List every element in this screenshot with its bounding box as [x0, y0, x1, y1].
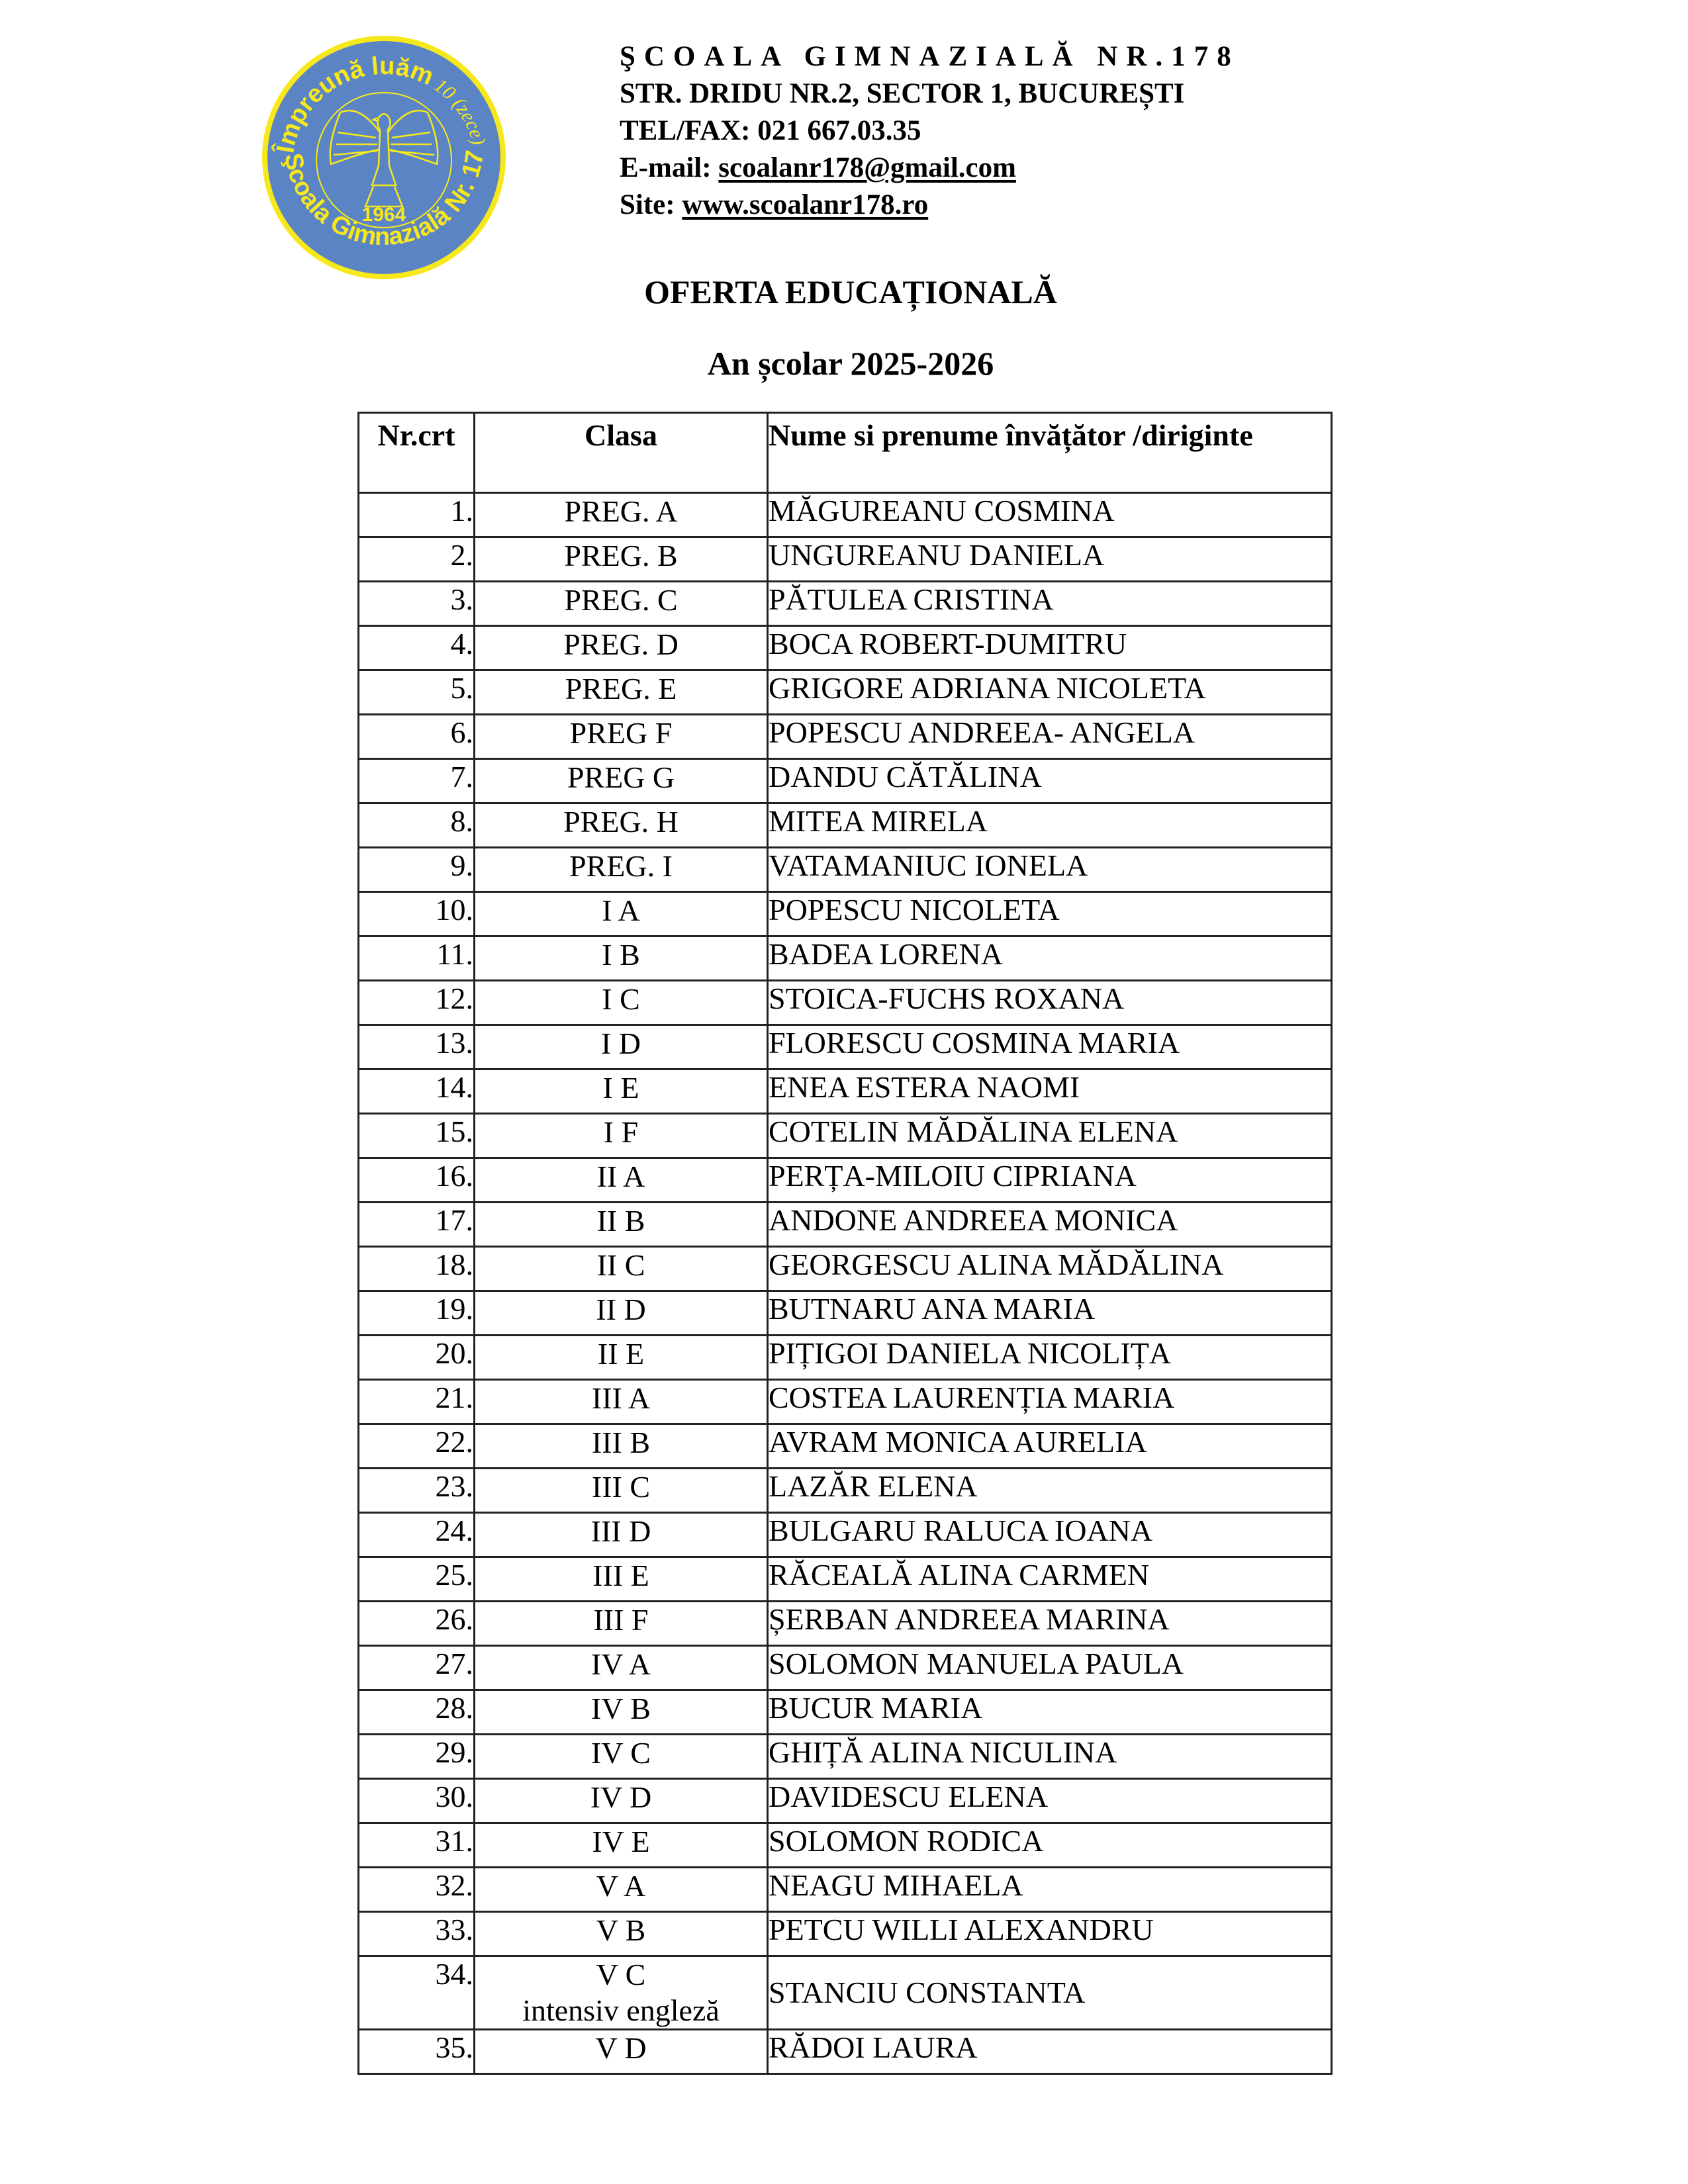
cell-nr: 16. — [359, 1158, 475, 1203]
cell-teacher-name: LAZĂR ELENA — [768, 1469, 1332, 1513]
cell-clasa — [475, 2030, 768, 2074]
cell-nr: 22. — [359, 1424, 475, 1469]
cell-teacher-name: POPESCU ANDREEA- ANGELA — [768, 715, 1332, 759]
cell-teacher-name: PERȚA-MILOIU CIPRIANA — [768, 1158, 1332, 1203]
class-label: II E — [597, 1337, 645, 1371]
table-row — [359, 2030, 1332, 2074]
page-subtitle: An școlar 2025-2026 — [707, 345, 994, 382]
cell-clasa — [475, 1336, 768, 1380]
table-row — [359, 848, 1332, 892]
class-label: I B — [602, 938, 640, 972]
eagle-emblem-icon — [259, 33, 508, 282]
cell-clasa — [475, 493, 768, 537]
logo-year: 1964 — [361, 204, 406, 226]
class-label: V A — [596, 1869, 646, 1903]
table-row — [359, 1912, 1332, 1956]
cell-teacher-name: PĂTULEA CRISTINA — [768, 582, 1332, 626]
cell-nr: 35. — [359, 2030, 475, 2074]
cell-nr: 10. — [359, 892, 475, 936]
cell-teacher-name: GRIGORE ADRIANA NICOLETA — [768, 670, 1332, 715]
class-label: III B — [591, 1426, 651, 1459]
site-link[interactable]: www.scoalanr178.ro — [682, 189, 929, 220]
class-label: IV C — [591, 1736, 651, 1770]
cell-nr: 3. — [359, 582, 475, 626]
logo-top-script: 10 (zece) — [430, 74, 491, 148]
table-row — [359, 892, 1332, 936]
class-label: V C — [596, 1958, 646, 1991]
table-row — [359, 1069, 1332, 1114]
class-label: I A — [602, 893, 640, 927]
cell-teacher-name: COTELIN MĂDĂLINA ELENA — [768, 1114, 1332, 1158]
page-title: OFERTA EDUCAȚIONALĂ — [644, 273, 1057, 310]
table-row — [359, 715, 1332, 759]
class-label: III A — [591, 1381, 651, 1415]
teachers-table — [357, 412, 1333, 2075]
class-label: V D — [595, 2031, 647, 2065]
table-row — [359, 1424, 1332, 1469]
cell-teacher-name: UNGUREANU DANIELA — [768, 537, 1332, 582]
cell-teacher-name: BADEA LORENA — [768, 936, 1332, 981]
cell-teacher-name: BUTNARU ANA MARIA — [768, 1291, 1332, 1336]
cell-nr: 18. — [359, 1247, 475, 1291]
table-row — [359, 1956, 1332, 2030]
class-label: IV A — [591, 1647, 651, 1681]
cell-nr: 9. — [359, 848, 475, 892]
cell-clasa — [475, 936, 768, 981]
cell-clasa — [475, 1912, 768, 1956]
class-label: PREG. D — [563, 627, 679, 661]
cell-teacher-name: BULGARU RALUCA IOANA — [768, 1513, 1332, 1557]
table-row — [359, 1380, 1332, 1424]
cell-nr: 30. — [359, 1779, 475, 1823]
class-label: PREG. H — [563, 805, 679, 839]
table-row — [359, 1469, 1332, 1513]
email-label: E-mail: — [620, 152, 719, 183]
class-label: PREG. B — [564, 539, 678, 572]
cell-teacher-name: MĂGUREANU COSMINA — [768, 493, 1332, 537]
table-row — [359, 1336, 1332, 1380]
cell-teacher-name: FLORESCU COSMINA MARIA — [768, 1025, 1332, 1069]
cell-clasa — [475, 1025, 768, 1069]
cell-teacher-name: SOLOMON RODICA — [768, 1823, 1332, 1868]
class-label: PREG. I — [569, 849, 673, 883]
table-row — [359, 1690, 1332, 1735]
class-label: I E — [602, 1071, 639, 1105]
table-row — [359, 981, 1332, 1025]
logo-bottom-text: Şcoala Gimnazială Nr. 17 — [279, 148, 490, 251]
cell-teacher-name: BUCUR MARIA — [768, 1690, 1332, 1735]
cell-clasa — [475, 759, 768, 803]
table-row — [359, 1646, 1332, 1690]
cell-nr: 15. — [359, 1114, 475, 1158]
class-label: III E — [592, 1559, 649, 1592]
cell-nr: 27. — [359, 1646, 475, 1690]
table-row — [359, 803, 1332, 848]
cell-nr: 13. — [359, 1025, 475, 1069]
email-link[interactable]: scoalanr178@gmail.com — [718, 152, 1016, 183]
cell-teacher-name: RĂCEALĂ ALINA CARMEN — [768, 1557, 1332, 1602]
class-label: I F — [603, 1115, 639, 1149]
table-row — [359, 1114, 1332, 1158]
cell-teacher-name: STOICA-FUCHS ROXANA — [768, 981, 1332, 1025]
cell-teacher-name: GEORGESCU ALINA MĂDĂLINA — [768, 1247, 1332, 1291]
school-site-line — [620, 187, 1240, 224]
cell-nr: 26. — [359, 1602, 475, 1646]
cell-teacher-name: RĂDOI LAURA — [768, 2030, 1332, 2074]
cell-teacher-name: ANDONE ANDREEA MONICA — [768, 1203, 1332, 1247]
cell-nr: 21. — [359, 1380, 475, 1424]
class-label: PREG F — [569, 716, 673, 750]
cell-nr: 25. — [359, 1557, 475, 1602]
cell-nr: 31. — [359, 1823, 475, 1868]
class-label: IV B — [591, 1692, 651, 1725]
cell-teacher-name: BOCA ROBERT-DUMITRU — [768, 626, 1332, 670]
cell-nr: 29. — [359, 1735, 475, 1779]
table-row — [359, 1823, 1332, 1868]
cell-nr: 19. — [359, 1291, 475, 1336]
letterhead — [620, 38, 1240, 224]
table-row — [359, 1158, 1332, 1203]
cell-nr: 7. — [359, 759, 475, 803]
school-logo — [259, 33, 508, 282]
table-row — [359, 1557, 1332, 1602]
class-label: PREG. A — [564, 494, 678, 528]
class-label: II C — [596, 1248, 645, 1282]
cell-teacher-name: DAVIDESCU ELENA — [768, 1779, 1332, 1823]
class-label: III F — [593, 1603, 649, 1637]
cell-nr: 17. — [359, 1203, 475, 1247]
cell-clasa — [475, 1779, 768, 1823]
cell-clasa — [475, 1602, 768, 1646]
cell-nr: 12. — [359, 981, 475, 1025]
cell-nr: 4. — [359, 626, 475, 670]
cell-teacher-name: STANCIU CONSTANTA — [768, 1956, 1332, 2030]
cell-clasa — [475, 1424, 768, 1469]
logo-top-text: Împreună luăm — [271, 52, 438, 156]
cell-nr: 32. — [359, 1868, 475, 1912]
table-row — [359, 1291, 1332, 1336]
school-phone: TEL/FAX: 021 667.03.35 — [620, 115, 921, 146]
cell-nr: 34. — [359, 1956, 475, 2030]
cell-teacher-name: AVRAM MONICA AURELIA — [768, 1424, 1332, 1469]
cell-clasa — [475, 715, 768, 759]
school-name: ŞCOALA GIMNAZIALĂ NR.178 — [620, 41, 1240, 72]
class-label: II D — [596, 1293, 646, 1326]
cell-clasa — [475, 1690, 768, 1735]
school-address: STR. DRIDU NR.2, SECTOR 1, BUCUREȘTI — [620, 78, 1185, 109]
table-row — [359, 759, 1332, 803]
table-row — [359, 582, 1332, 626]
cell-teacher-name: COSTEA LAURENȚIA MARIA — [768, 1380, 1332, 1424]
cell-clasa — [475, 1203, 768, 1247]
cell-nr: 24. — [359, 1513, 475, 1557]
cell-nr: 28. — [359, 1690, 475, 1735]
site-label: Site: — [620, 189, 682, 220]
cell-clasa — [475, 1291, 768, 1336]
class-label: I D — [600, 1026, 641, 1060]
school-email-line — [620, 150, 1240, 187]
cell-clasa — [475, 1735, 768, 1779]
cell-clasa — [475, 1956, 768, 2030]
cell-nr: 11. — [359, 936, 475, 981]
cell-teacher-name: MITEA MIRELA — [768, 803, 1332, 848]
header-nr: Nr.crt — [359, 413, 475, 493]
cell-clasa — [475, 1513, 768, 1557]
cell-clasa — [475, 1823, 768, 1868]
cell-clasa — [475, 582, 768, 626]
cell-nr: 8. — [359, 803, 475, 848]
cell-clasa — [475, 1469, 768, 1513]
cell-teacher-name: PIȚIGOI DANIELA NICOLIȚA — [768, 1336, 1332, 1380]
table-row — [359, 626, 1332, 670]
table-row — [359, 493, 1332, 537]
class-label: III D — [590, 1514, 651, 1548]
cell-teacher-name: VATAMANIUC IONELA — [768, 848, 1332, 892]
class-label: II B — [596, 1204, 645, 1238]
cell-teacher-name: NEAGU MIHAELA — [768, 1868, 1332, 1912]
cell-clasa — [475, 848, 768, 892]
class-label: I C — [602, 982, 640, 1016]
cell-clasa — [475, 1114, 768, 1158]
table-row — [359, 936, 1332, 981]
cell-nr: 5. — [359, 670, 475, 715]
table-header-row — [359, 413, 1332, 493]
cell-clasa — [475, 1069, 768, 1114]
cell-clasa — [475, 1557, 768, 1602]
table-row — [359, 1602, 1332, 1646]
cell-clasa — [475, 537, 768, 582]
cell-nr: 20. — [359, 1336, 475, 1380]
cell-clasa — [475, 626, 768, 670]
header-clasa: Clasa — [475, 413, 768, 493]
cell-nr: 2. — [359, 537, 475, 582]
table-row — [359, 670, 1332, 715]
class-label: V B — [596, 1913, 646, 1947]
table-row — [359, 1025, 1332, 1069]
cell-nr: 14. — [359, 1069, 475, 1114]
cell-clasa — [475, 670, 768, 715]
class-label: II A — [596, 1160, 645, 1193]
table-row — [359, 1779, 1332, 1823]
class-note: intensiv engleză — [522, 1993, 720, 2027]
header-nume: Nume si prenume învățător /diriginte — [768, 413, 1332, 493]
class-label: PREG G — [567, 760, 675, 794]
table-row — [359, 1247, 1332, 1291]
cell-teacher-name: PETCU WILLI ALEXANDRU — [768, 1912, 1332, 1956]
cell-teacher-name: ENEA ESTERA NAOMI — [768, 1069, 1332, 1114]
cell-clasa — [475, 981, 768, 1025]
class-label: PREG. E — [565, 672, 677, 705]
cell-teacher-name: DANDU CĂTĂLINA — [768, 759, 1332, 803]
table-row — [359, 1203, 1332, 1247]
table-row — [359, 1735, 1332, 1779]
cell-teacher-name: GHIȚĂ ALINA NICULINA — [768, 1735, 1332, 1779]
class-label: PREG. C — [564, 583, 678, 617]
cell-nr: 6. — [359, 715, 475, 759]
table-row — [359, 1868, 1332, 1912]
cell-clasa — [475, 1380, 768, 1424]
cell-nr: 23. — [359, 1469, 475, 1513]
cell-teacher-name: ȘERBAN ANDREEA MARINA — [768, 1602, 1332, 1646]
table-row — [359, 1513, 1332, 1557]
cell-clasa — [475, 803, 768, 848]
cell-teacher-name: POPESCU NICOLETA — [768, 892, 1332, 936]
cell-nr: 33. — [359, 1912, 475, 1956]
table-body — [359, 493, 1332, 2074]
cell-clasa — [475, 1158, 768, 1203]
class-label: IV E — [592, 1825, 650, 1858]
cell-clasa — [475, 892, 768, 936]
cell-clasa — [475, 1868, 768, 1912]
cell-teacher-name: SOLOMON MANUELA PAULA — [768, 1646, 1332, 1690]
cell-clasa — [475, 1247, 768, 1291]
class-label: IV D — [590, 1780, 652, 1814]
class-label: III C — [591, 1470, 651, 1504]
table-row — [359, 537, 1332, 582]
cell-clasa — [475, 1646, 768, 1690]
cell-nr: 1. — [359, 493, 475, 537]
